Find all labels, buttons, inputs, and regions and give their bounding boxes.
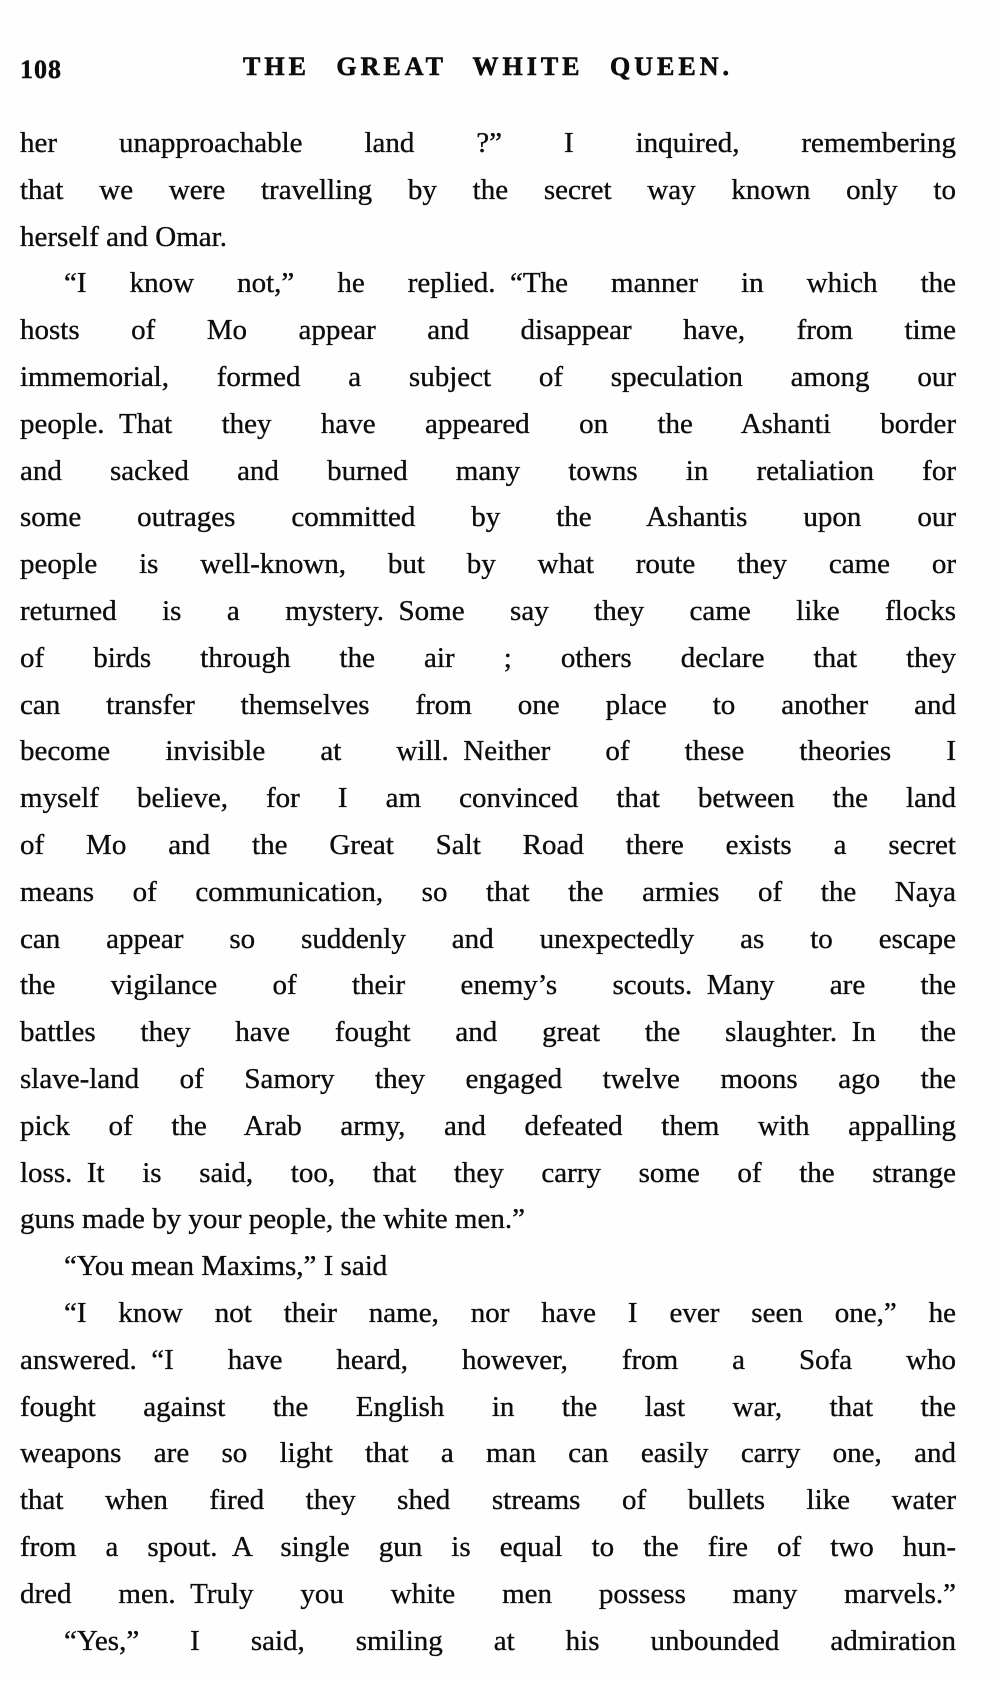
- text-line: “Yes,” I said, smiling at his unbounded admiration: [64, 1624, 956, 1657]
- text-line: slave-land of Samory they engaged twelve moons ago the: [20, 1062, 956, 1095]
- text-line: that we were travelling by the secret way known only to: [20, 173, 956, 206]
- text-line: myself believe, for I am convinced that between the land: [20, 782, 956, 815]
- paragraph: [20, 260, 956, 1243]
- text-line: “You mean Maxims,” I said: [64, 1250, 388, 1283]
- text-line: of birds through the air ; others declare that they: [20, 641, 956, 674]
- page-header: [20, 52, 956, 90]
- text-line: pick of the Arab army, and defeated them with appalling: [20, 1109, 956, 1142]
- text-line: can appear so suddenly and unexpectedly as to escape: [20, 922, 956, 955]
- paragraph: [20, 1243, 956, 1290]
- paragraph: [20, 1290, 956, 1618]
- text-line: that when fired they shed streams of bullets like water: [20, 1484, 956, 1517]
- text-line: “I know not,” he replied. “The manner in which the: [64, 267, 956, 300]
- text-line: herself and Omar.: [20, 220, 227, 253]
- text-line: answered. “I have heard, however, from a Sofa who: [20, 1343, 956, 1376]
- text-line: the vigilance of their enemy’s scouts. Many are the: [20, 969, 956, 1002]
- text-line: people. That they have appeared on the Ashanti border: [20, 407, 956, 440]
- text-line: people is well-known, but by what route they came or: [20, 548, 956, 581]
- text-line: can transfer themselves from one place to another and: [20, 688, 956, 721]
- text-line: loss. It is said, too, that they carry some of the strange: [20, 1156, 956, 1189]
- text-line: and sacked and burned many towns in retaliation for: [20, 454, 956, 487]
- text-line: some outrages committed by the Ashantis upon our: [20, 501, 956, 534]
- text-line: become invisible at will. Neither of these theories I: [20, 735, 956, 768]
- text-line: returned is a mystery. Some say they came like flocks: [20, 594, 956, 627]
- text-line: hosts of Mo appear and disappear have, from time: [20, 314, 956, 347]
- text-line: means of communication, so that the armies of the Naya: [20, 875, 956, 908]
- page-body: [20, 120, 956, 1664]
- text-line: her unapproachable land ?” I inquired, remembering: [20, 127, 956, 159]
- paragraph: [20, 1618, 956, 1665]
- text-line: fought against the English in the last war, that the: [20, 1390, 956, 1423]
- text-line: from a spout. A single gun is equal to the fire of two hun-: [20, 1530, 956, 1563]
- text-line: “I know not their name, nor have I ever seen one,” he: [64, 1296, 956, 1329]
- text-line: dred men. Truly you white men possess many marvels.”: [20, 1577, 956, 1610]
- page-number: 108: [20, 55, 62, 84]
- text-line: weapons are so light that a man can easily carry one, and: [20, 1437, 956, 1470]
- running-title: THE GREAT WHITE QUEEN.: [243, 52, 733, 81]
- text-line: guns made by your people, the white men.”: [20, 1203, 525, 1236]
- text-line: immemorial, formed a subject of speculation among our: [20, 360, 956, 393]
- text-line: of Mo and the Great Salt Road there exists a secret: [20, 828, 956, 861]
- paragraph: [20, 120, 956, 260]
- text-line: battles they have fought and great the slaughter. In the: [20, 1016, 956, 1049]
